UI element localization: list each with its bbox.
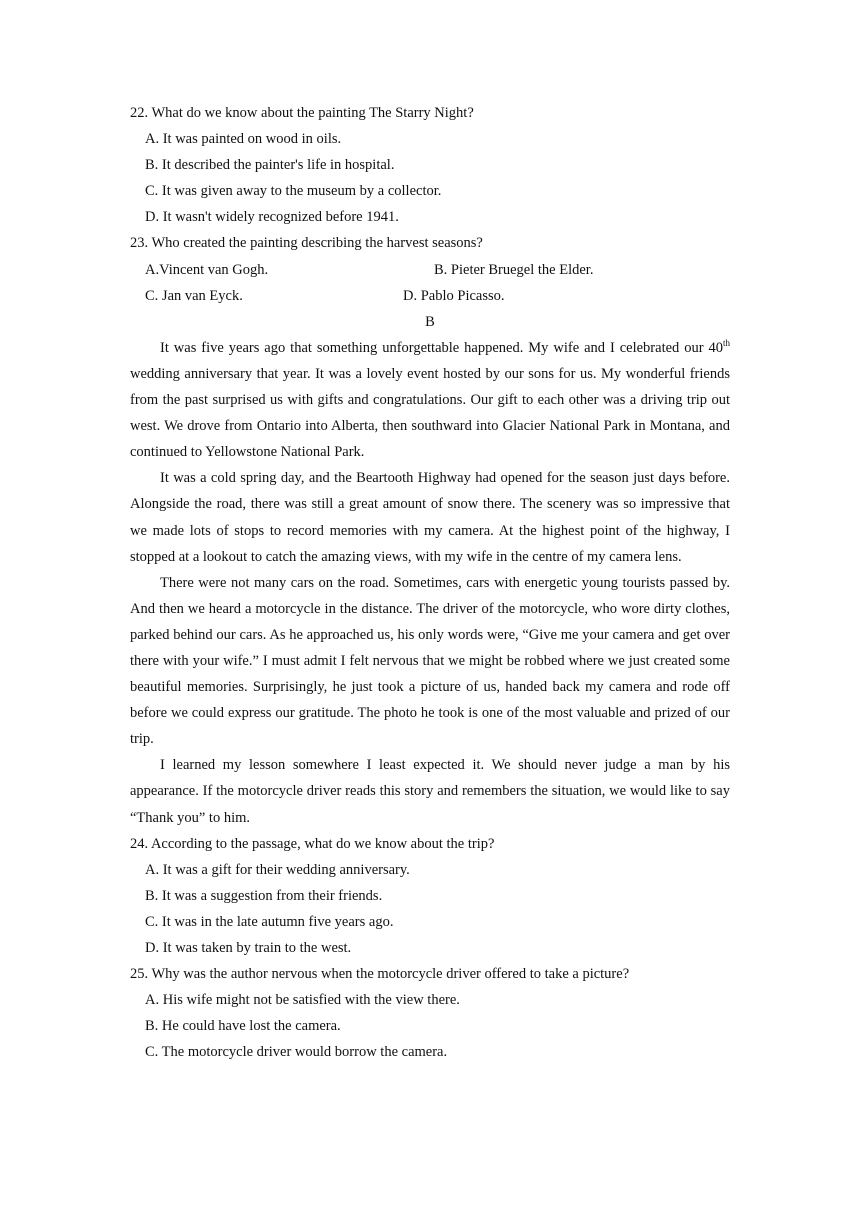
q22-option-a: A. It was painted on wood in oils. [145, 131, 342, 148]
q24-option-c: C. It was in the late autumn five years ago. [145, 913, 394, 930]
passage-paragraph-3: There were not many cars on the road. Sometimes, cars with energetic young tourists passed by. And then we heard a motorcycle in the distance. The driver of the motorcycle, who wore dirty clothes, parked behind our cars. As he approached us, his only words were, “Give me your camera and get over there with your wife.” I must admit I felt nervous that we might be robbed where we just created some beautiful memories. Surprisingly, he just took a picture of us, handed back my camera and rode off before we could express our gratitude. The photo he took is one of the most valuable and prized of our trip. [130, 574, 730, 748]
q23-option-b: B. Pieter Bruegel the Elder. [434, 261, 594, 278]
q25-option-a: A. His wife might not be satisfied with the view there. [145, 992, 460, 1009]
paragraph-1-text-end: wedding anniversary that year. It was a lovely event hosted by our sons for us. My wonderful friends from the past surprised us with gifts and congratulations. Our gift to each other was a driving trip out west. We drove from Ontario into Alberta, then southward into Glacier National Park in Montana, and continued to Yellowstone National Park. [130, 365, 730, 461]
q23-options-row-1 [130, 257, 730, 283]
ordinal-suffix: th [722, 338, 730, 349]
q23-option-a: A.Vincent van Gogh. [145, 261, 269, 278]
q25-option-b: B. He could have lost the camera. [145, 1018, 341, 1035]
passage-paragraph-1 [130, 335, 730, 465]
section-heading: B [425, 313, 435, 330]
question-22: 22. What do we know about the painting The Starry Night? [130, 105, 474, 121]
exam-page [130, 100, 730, 1065]
q24-option-d: D. It was taken by train to the west. [145, 940, 352, 956]
passage-paragraph-2: It was a cold spring day, and the Beartooth Highway had opened for the season just days before. Alongside the road, there was still a great amount of snow there. The scenery was so impressive that we made lots of stops to record memories with my camera. At the highest point of the highway, I stopped at a lookout to catch the amazing views, with my wife in the centre of my camera lens. [130, 470, 730, 565]
q22-option-c: C. It was given away to the museum by a collector. [145, 183, 442, 200]
q23-option-d: D. Pablo Picasso. [403, 287, 505, 304]
q23-options-row-2 [130, 283, 730, 309]
q22-option-d: D. It wasn't widely recognized before 1941. [145, 209, 399, 226]
q25-option-c: C. The motorcycle driver would borrow the camera. [145, 1044, 448, 1061]
question-24: 24. According to the passage, what do we know about the trip? [130, 835, 495, 852]
question-25: 25. Why was the author nervous when the motorcycle driver offered to take a picture? [130, 966, 630, 983]
q23-option-c: C. Jan van Eyck. [145, 287, 243, 304]
question-23: 23. Who created the painting describing the harvest seasons? [130, 235, 483, 252]
passage-paragraph-4: I learned my lesson somewhere I least expected it. We should never judge a man by his appearance. If the motorcycle driver reads this story and remembers the situation, we would like to say “Thank you” to him. [130, 757, 730, 826]
q22-option-b: B. It described the painter's life in hospital. [145, 157, 395, 174]
q24-option-a: A. It was a gift for their wedding anniversary. [145, 861, 410, 878]
q24-option-b: B. It was a suggestion from their friends. [145, 887, 383, 904]
paragraph-1-text-start: It was five years ago that something unforgettable happened. My wife and I celebrated our 40 [160, 339, 723, 356]
